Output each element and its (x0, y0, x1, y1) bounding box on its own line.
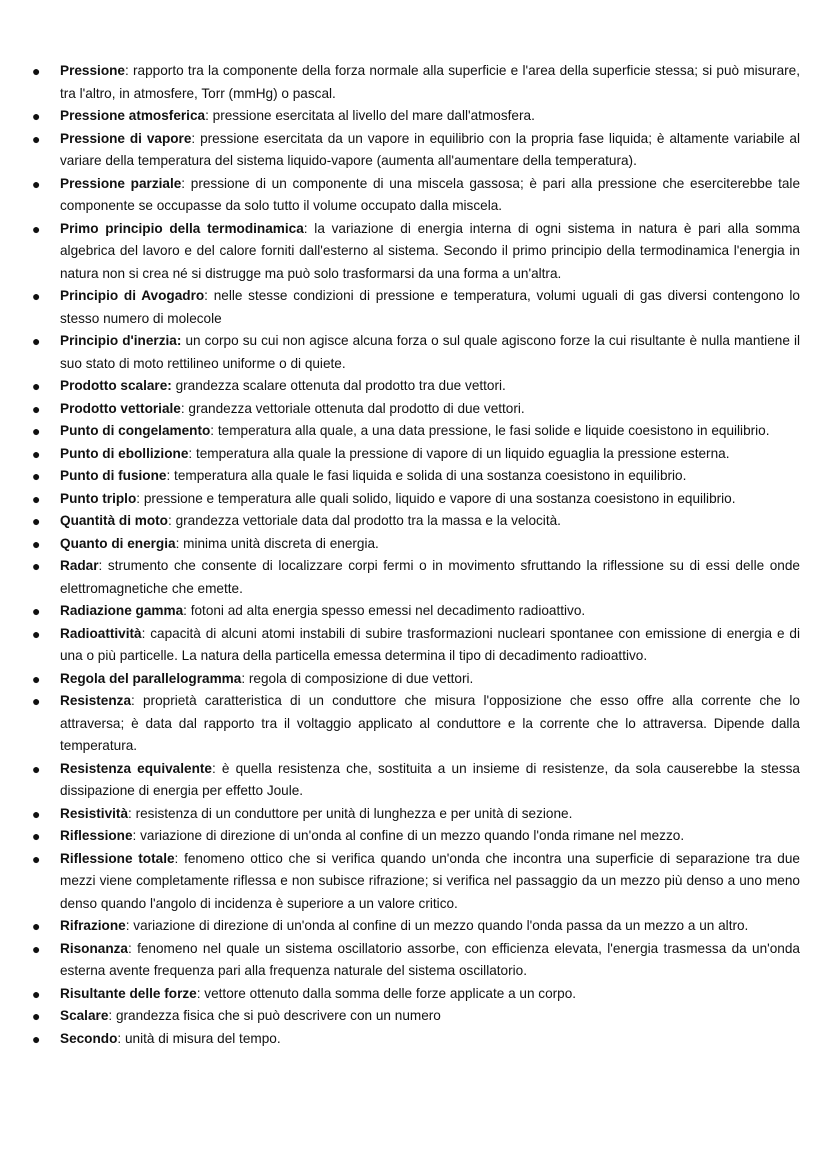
glossary-term: Riflessione totale (60, 850, 175, 866)
glossary-definition: temperatura alla quale le fasi liquida e solida di una sostanza coesistono in equilibrio. (174, 468, 687, 483)
bullet-icon: ● (32, 445, 41, 462)
bullet-icon: ● (32, 625, 41, 642)
glossary-term: Punto di congelamento (60, 423, 211, 438)
bullet-icon: ● (32, 378, 41, 394)
term-separator: : (131, 693, 143, 708)
term-separator: : (98, 558, 108, 573)
glossary-definition: è quella resistenza che, sostituita a un insieme di resistenze, da sola causerebbe la stessa dissipazione di energia per effetto Joule. (60, 760, 800, 798)
glossary-entry (32, 375, 800, 398)
term-separator: : (128, 805, 136, 821)
term-separator: : (241, 670, 249, 686)
glossary-entry (32, 1028, 800, 1051)
term-separator: : (141, 625, 151, 641)
glossary-term: Quanto di energia (60, 535, 176, 551)
bullet-icon: ● (32, 490, 41, 507)
bullet-icon: ● (32, 535, 41, 552)
bullet-icon: ● (32, 828, 41, 844)
glossary-definition: regola di composizione di due vettori. (248, 670, 474, 686)
glossary-definition: resistenza di un conduttore per unità di lunghezza e per unità di sezione. (135, 805, 573, 821)
term-separator: : (174, 850, 185, 866)
term-separator: : (183, 603, 191, 618)
glossary-term: Rifrazione (60, 918, 126, 933)
glossary-entry (32, 915, 800, 938)
term-separator: : (136, 490, 144, 506)
term-separator: : (205, 108, 213, 123)
glossary-entry (32, 105, 800, 128)
bullet-icon: ● (32, 513, 41, 529)
glossary-definition: variazione di direzione di un'onda al confine di un mezzo quando l'onda rimane nel mezzo. (140, 828, 685, 843)
glossary-definition: grandezza scalare ottenuta dal prodotto tra due vettori. (175, 378, 506, 393)
glossary-term: Prodotto scalare: (60, 378, 172, 393)
glossary-entry (32, 510, 800, 533)
glossary-term: Pressione atmosferica (60, 108, 206, 123)
glossary-term: Punto di ebollizione (60, 445, 189, 461)
glossary-definition: fenomeno ottico che si verifica quando un'onda che incontra una superficie di separazione tra due mezzi viene completamente riflessa e non subisce rifrazione; si verifica nel passaggio da un mezzo più denso a uno meno denso quando l'angolo di incidenza è superiore a un valore critico. (60, 850, 800, 911)
glossary-entry (32, 803, 800, 826)
bullet-icon: ● (32, 423, 41, 439)
glossary-term: Radar (60, 558, 99, 573)
glossary-definition: fenomeno nel quale un sistema oscillatorio assorbe, con efficienza elevata, l'energia trasmessa da un'onda esterna avente frequenza pari alla frequenza naturale del sistema oscillatorio. (60, 940, 800, 978)
glossary-definition: grandezza vettoriale ottenuta dal prodotto di due vettori. (188, 400, 525, 416)
glossary-term: Riflessione (60, 828, 133, 843)
term-separator: : (181, 175, 191, 191)
glossary-entry (32, 420, 800, 443)
term-separator: : (303, 220, 315, 236)
term-separator: : (211, 760, 222, 776)
glossary-entry (32, 690, 800, 758)
glossary-entry (32, 668, 800, 691)
term-separator: : (168, 513, 176, 528)
glossary-term: Pressione (60, 63, 125, 78)
term-separator: : (127, 940, 138, 956)
glossary-entry (32, 758, 800, 803)
term-separator: : (188, 445, 196, 461)
bullet-icon: ● (32, 760, 41, 777)
term-separator: : (180, 400, 189, 416)
glossary-term: Pressione parziale (60, 175, 182, 191)
bullet-icon: ● (32, 985, 41, 1002)
glossary-entry (32, 848, 800, 916)
glossary-term: Radiazione gamma (60, 603, 184, 618)
glossary-term: Punto di fusione (60, 468, 167, 483)
glossary-definition: minima unità discreta di energia. (183, 535, 379, 551)
glossary-term: Pressione di vapore (60, 130, 192, 146)
bullet-icon: ● (32, 175, 41, 192)
glossary-entry (32, 600, 800, 623)
glossary-definition: fotoni ad alta energia spesso emessi nel decadimento radioattivo. (190, 603, 586, 618)
glossary-term: Secondo (60, 1030, 118, 1046)
bullet-icon: ● (32, 850, 41, 867)
glossary-list (32, 60, 800, 1050)
glossary-definition: strumento che consente di localizzare corpi fermi o in movimento sfruttando la riflessione su di essi delle onde elettromagnetiche che emette. (60, 558, 800, 596)
bullet-icon: ● (32, 918, 41, 934)
glossary-definition: pressione esercitata al livello del mare dall'atmosfera. (212, 108, 535, 123)
glossary-definition: unità di misura del tempo. (124, 1030, 281, 1046)
glossary-definition: grandezza vettoriale data dal prodotto tra la massa e la velocità. (175, 513, 561, 528)
glossary-term: Risonanza (60, 940, 128, 956)
glossary-definition: pressione e temperatura alle quali solido, liquido e vapore di una sostanza coesistono in equilibrio. (143, 490, 736, 506)
term-separator: : (125, 918, 134, 933)
glossary-definition: proprietà caratteristica di un conduttore che misura l'opposizione che esso offre alla corrente che lo attraversa; è data dal rapporto tra il voltaggio applicato al conduttore e la corrente che lo attraversa. Dipende dalla temperatura. (60, 693, 800, 753)
glossary-definition: variazione di direzione di un'onda al confine di un mezzo quando l'onda passa da un mezzo a un altro. (133, 918, 749, 933)
bullet-icon: ● (32, 63, 41, 79)
term-separator: : (175, 535, 184, 551)
bullet-icon: ● (32, 333, 41, 349)
bullet-icon: ● (32, 400, 41, 417)
glossary-definition: pressione esercitata da un vapore in equilibrio con la propria fase liquida; è altamente variabile al variare della temperatura del sistema liquido-vapore (aumenta all'aumentare della temperatura). (60, 130, 800, 168)
term-separator: : (117, 1030, 125, 1046)
bullet-icon: ● (32, 693, 41, 709)
bullet-icon: ● (32, 288, 41, 304)
term-separator: : (210, 423, 218, 438)
glossary-definition: grandezza fisica che si può descrivere con un numero (115, 1008, 441, 1023)
glossary-entry (32, 555, 800, 600)
glossary-term: Quantità di moto (60, 513, 168, 528)
glossary-definition: la variazione di energia interna di ogni sistema in natura è pari alla somma algebrica del lavoro e del calore forniti dall'esterno al sistema. Secondo il primo principio della termodinamica l'energia in natura non si crea né si distrugge ma può solo trasformarsi da una forma a un'altra. (60, 220, 800, 281)
glossary-definition: pressione di un componente di una miscela gassosa; è pari alla pressione che eserciterebbe tale componente se occupasse da solo tutto il volume occupato dalla miscela. (60, 175, 800, 213)
bullet-icon: ● (32, 670, 41, 687)
glossary-entry (32, 1005, 800, 1028)
bullet-icon: ● (32, 603, 41, 619)
glossary-definition: temperatura alla quale, a una data pressione, le fasi solide e liquide coesistono in equilibrio. (217, 423, 770, 438)
bullet-icon: ● (32, 558, 41, 574)
glossary-entry (32, 488, 800, 511)
glossary-entry (32, 398, 800, 421)
glossary-term: Risultante delle forze (60, 985, 197, 1001)
bullet-icon: ● (32, 1030, 41, 1047)
bullet-icon: ● (32, 1008, 41, 1024)
glossary-term: Principio di Avogadro (60, 288, 205, 303)
bullet-icon: ● (32, 108, 41, 124)
term-separator: : (204, 288, 214, 303)
glossary-entry (32, 465, 800, 488)
glossary-term: Scalare (60, 1008, 109, 1023)
term-separator: : (108, 1008, 116, 1023)
glossary-definition: temperatura alla quale la pressione di vapore di un liquido eguaglia la pressione esterna. (195, 445, 730, 461)
glossary-definition: nelle stesse condizioni di pressione e temperatura, volumi uguali di gas diversi contengono lo stesso numero di molecole (60, 288, 800, 326)
glossary-entry (32, 825, 800, 848)
glossary-entry (32, 173, 800, 218)
glossary-entry (32, 623, 800, 668)
glossary-term: Resistenza equivalente (60, 760, 212, 776)
glossary-term: Resistività (60, 805, 129, 821)
glossary-term: Principio d'inerzia: (60, 333, 182, 348)
glossary-entry (32, 60, 800, 105)
glossary-definition: un corpo su cui non agisce alcuna forza o sul quale agiscono forze la cui risultante è nulla mantiene il suo stato di moto rettilineo uniforme o di quiete. (60, 333, 800, 371)
glossary-entry (32, 330, 800, 375)
term-separator: : (196, 985, 205, 1001)
glossary-entry (32, 218, 800, 286)
glossary-term: Primo principio della termodinamica (60, 220, 304, 236)
glossary-entry (32, 128, 800, 173)
glossary-term: Regola del parallelogramma (60, 670, 242, 686)
bullet-icon: ● (32, 940, 41, 957)
glossary-term: Prodotto vettoriale (60, 400, 181, 416)
bullet-icon: ● (32, 130, 41, 147)
glossary-term: Radioattività (60, 625, 142, 641)
glossary-term: Punto triplo (60, 490, 137, 506)
glossary-definition: vettore ottenuto dalla somma delle forze applicate a un corpo. (204, 985, 577, 1001)
term-separator: : (124, 63, 134, 78)
term-separator: : (132, 828, 141, 843)
bullet-icon: ● (32, 805, 41, 822)
bullet-icon: ● (32, 220, 41, 237)
glossary-term: Resistenza (60, 693, 132, 708)
glossary-entry (32, 983, 800, 1006)
term-separator: : (166, 468, 175, 483)
glossary-definition: capacità di alcuni atomi instabili di subire trasformazioni nucleari spontanee con emissione di energia e di una o più particelle. La natura della particella emessa determina il tipo di decadimento radioattivo. (60, 625, 800, 663)
glossary-entry (32, 285, 800, 330)
glossary-definition: rapporto tra la componente della forza normale alla superficie e l'area della superficie stessa; si può misurare, tra l'altro, in atmosfere, Torr (mmHg) o pascal. (60, 63, 800, 101)
term-separator: : (191, 130, 201, 146)
glossary-entry (32, 443, 800, 466)
glossary-entry (32, 938, 800, 983)
bullet-icon: ● (32, 468, 41, 484)
glossary-entry (32, 533, 800, 556)
